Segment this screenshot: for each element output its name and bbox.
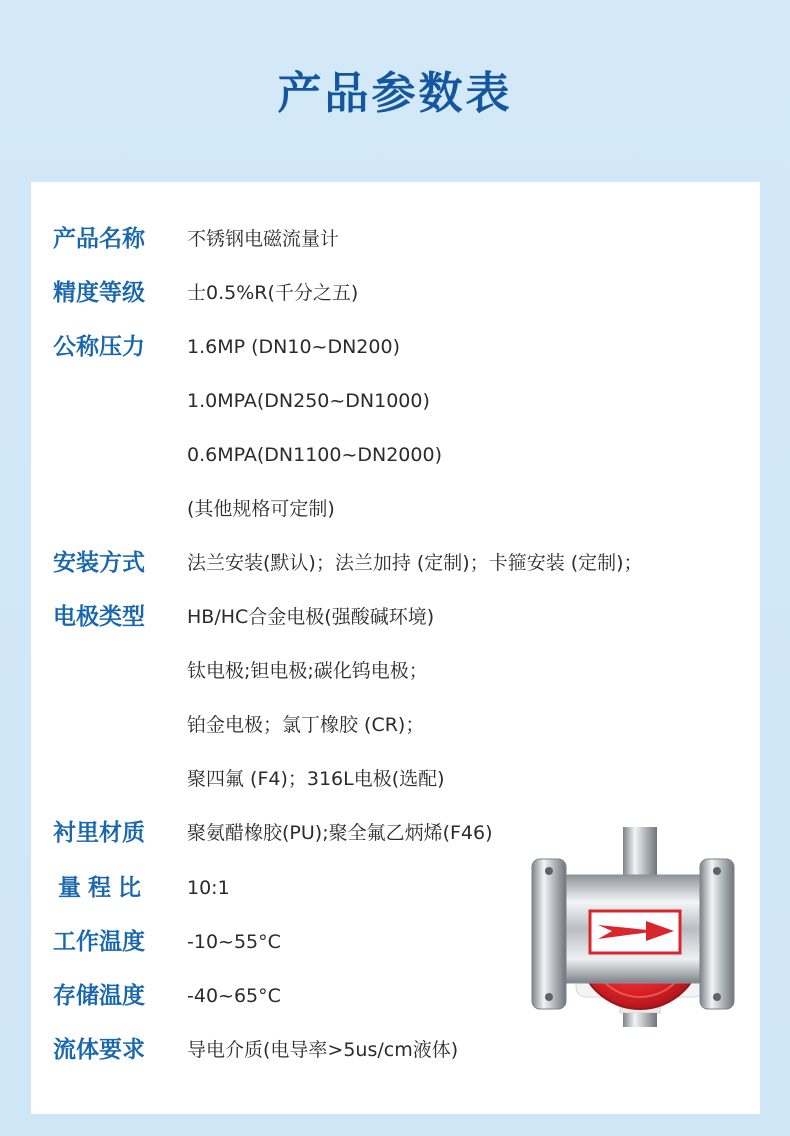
param-label: 工作温度 — [53, 929, 145, 955]
param-value: -10~55°C — [187, 931, 281, 953]
param-value: 10:1 — [187, 877, 230, 899]
param-label: 产品名称 — [53, 226, 145, 252]
param-value: 钛电极;钽电极;碳化钨电极； — [187, 660, 428, 682]
param-value: HB/HC合金电极(强酸碱环境) — [187, 606, 435, 628]
param-value: 聚四氟 (F4)；316L电极(选配) — [187, 768, 445, 790]
param-label: 精度等级 — [53, 280, 145, 306]
param-value: 法兰安装(默认)；法兰加持 (定制)；卡箍安装 (定制)； — [187, 552, 643, 574]
page-title: 产品参数表 — [277, 68, 513, 119]
param-value: 1.6MP (DN10~DN200) — [187, 336, 400, 358]
param-value: (其他规格可定制) — [187, 498, 335, 520]
param-label: 衬里材质 — [53, 820, 145, 846]
param-value: 聚氨醋橡胶(PU);聚全氟乙炳烯(F46) — [187, 822, 493, 844]
param-label: 量程比 — [58, 875, 148, 901]
param-value: -40~65°C — [187, 985, 281, 1007]
param-value: 1.0MPA(DN250~DN1000) — [187, 390, 430, 412]
param-value: 不锈钢电磁流量计 — [187, 228, 340, 250]
param-label: 存储温度 — [53, 983, 145, 1009]
param-value: 0.6MPA(DN1100~DN2000) — [187, 444, 442, 466]
parameter-card — [31, 182, 760, 1114]
flowmeter-body-image — [528, 827, 738, 1027]
param-label: 公称压力 — [53, 334, 145, 360]
param-value: 士0.5%R(千分之五) — [187, 282, 359, 304]
param-label: 电极类型 — [53, 604, 145, 630]
param-value: 导电介质(电导率>5us/cm液体) — [187, 1039, 459, 1061]
param-label: 流体要求 — [53, 1037, 145, 1063]
param-label: 安装方式 — [53, 550, 145, 576]
param-value: 铂金电极；氯丁橡胶 (CR)； — [187, 714, 425, 736]
